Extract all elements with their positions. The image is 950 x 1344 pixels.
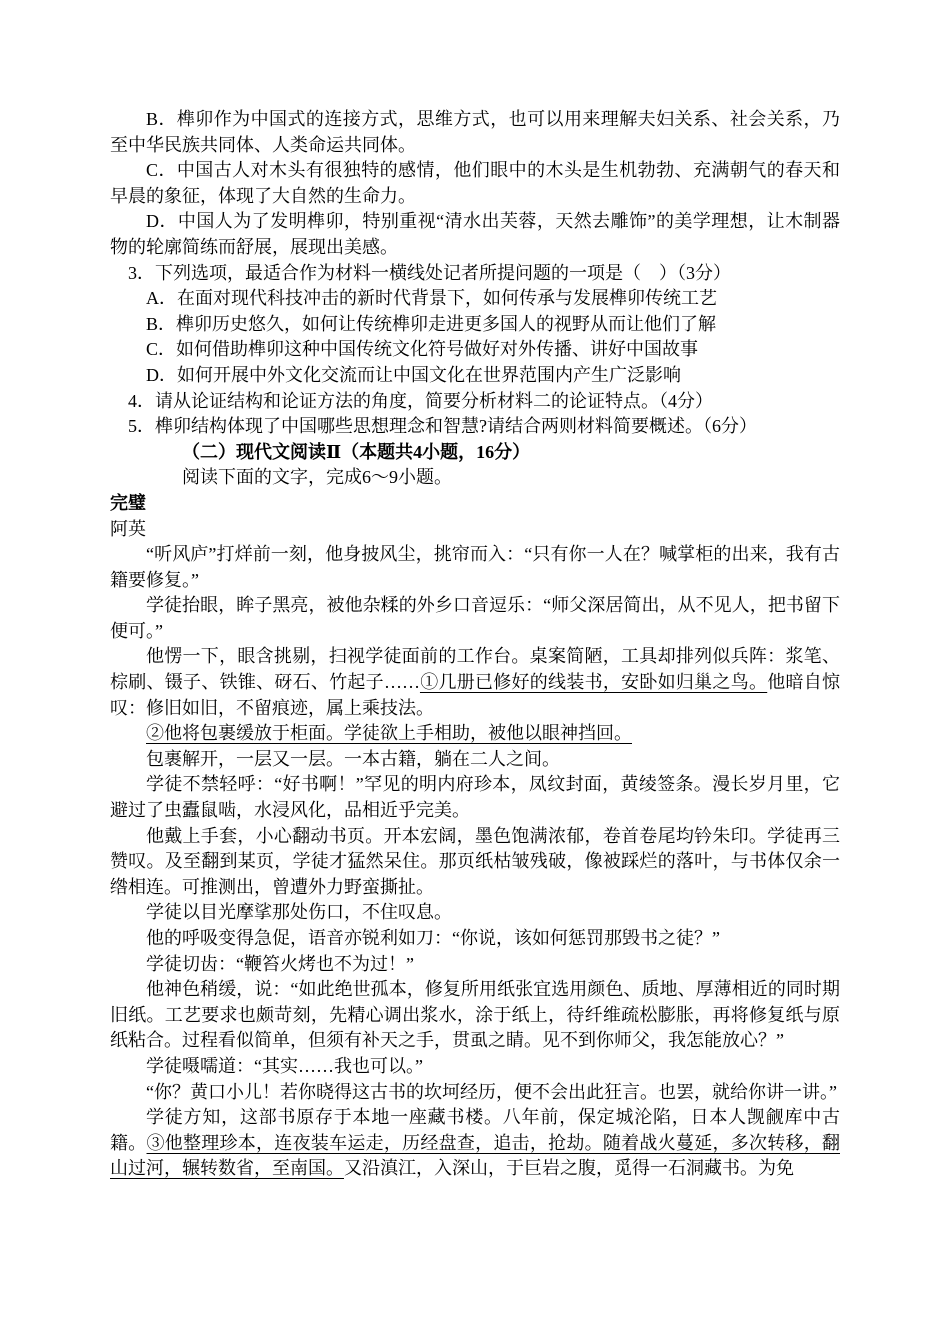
text-run: 学徒抬眼，眸子黑亮，被他杂糅的外乡口音逗乐：“师父深居简出，从不见人，把书留下便可。” xyxy=(110,595,840,641)
text-run: 阿英 xyxy=(110,518,146,539)
text-run: “听风庐”打烊前一刻，他身披风尘，挑帘而入：“只有你一人在？喊掌柜的出来，我有古籍要修复。” xyxy=(110,544,840,590)
text-run: 完璧 xyxy=(110,492,146,513)
q3-option-a xyxy=(110,286,840,312)
text-run: B．榫卯作为中国式的连接方式，思维方式，也可以用来理解夫妇关系、社会关系，乃至中华民族共同体、人类命运共同体。 xyxy=(110,109,840,155)
story-p11 xyxy=(110,977,840,1054)
underlined-text: ②他将包裹缓放于柜面。学徒欲上手相助，被他以眼神挡回。 xyxy=(146,723,632,744)
text-run: C．中国古人对木头有很独特的感情，他们眼中的木头是生机勃勃、充满朝气的春天和早晨的象征，体现了大自然的生命力。 xyxy=(110,160,840,206)
story-p7 xyxy=(110,824,840,901)
text-run: A．在面对现代科技冲击的新时代背景下，如何传承与发展榫卯传统工艺 xyxy=(146,288,717,309)
story-p10 xyxy=(110,952,840,978)
text-run: 他暗自惊叹：修旧如旧，不留痕迹，属上乘技法。 xyxy=(110,672,841,718)
story-p14 xyxy=(110,1105,840,1182)
text-run: 学徒以目光摩挲那处伤口，不住叹息。 xyxy=(146,902,452,923)
story-title xyxy=(110,491,840,517)
story-p13 xyxy=(110,1080,840,1106)
q3-option-d xyxy=(110,363,840,389)
text-run: 又沿滇江，入深山，于巨岩之腹，觅得一石洞藏书。为免 xyxy=(344,1158,794,1179)
underlined-text: ③他整理珍本，连夜装车运走，历经盘查，追击，抢劫。随着战火蔓延，多次转移，翻山过河，辗转数省，至南国。 xyxy=(110,1132,840,1179)
text-run: 他的呼吸变得急促，语音亦锐利如刀：“你说，该如何惩罚那毁书之徒？” xyxy=(146,928,720,948)
reading-instruction xyxy=(110,465,840,491)
text-run: 4．请从论证结构和论证方法的角度，简要分析材料二的论证特点。（4分） xyxy=(128,390,713,411)
story-author xyxy=(110,517,840,543)
text-run: 他愣一下，眼含挑剔，扫视学徒面前的工作台。桌案简陋，工具却排列似兵阵：浆笔、棕刷、镊子、铁锥、砑石、竹起子…… xyxy=(110,646,840,693)
text-run: D．如何开展中外文化交流而让中国文化在世界范围内产生广泛影响 xyxy=(146,364,681,385)
text-run: 3．下列选项，最适合作为材料一横线处记者所提问题的一项是（ ）（3分） xyxy=(128,262,731,283)
text-run: 他戴上手套，小心翻动书页。开本宏阔，墨色饱满浓郁，卷首卷尾均钤朱印。学徒再三赞叹。及至翻到某页，学徒才猛然呆住。那页纸枯皱残破，像被踩烂的落叶，与书体仅余一绺相连。可推测出，曾遭外力野蛮撕扯。 xyxy=(110,825,840,897)
choice-2c xyxy=(110,158,840,209)
text-run: 学徒不禁轻呼：“好书啊！”罕见的明内府珍本，凤纹封面，黄绫签条。漫长岁月里，它避过了虫蠹鼠啮，水浸风化，品相近乎完美。 xyxy=(110,774,840,821)
question-4 xyxy=(110,389,840,415)
section-heading xyxy=(110,440,840,466)
story-p4 xyxy=(110,721,840,747)
text-run: 学徒方知，这部书原存于本地一座藏书楼。八年前，保定城沦陷，日本人觊觎库中古籍。 xyxy=(110,1107,840,1153)
text-run: C．如何借助榫卯这种中国传统文化符号做好对外传播、讲好中国故事 xyxy=(146,339,699,360)
story-p2 xyxy=(110,593,840,644)
text-run: D．中国人为了发明榫卯，特别重视“清水出芙蓉，天然去雕饰”的美学理想，让木制器物的轮廓简练而舒展，展现出美感。 xyxy=(110,211,840,257)
story-p8 xyxy=(110,900,840,926)
story-p12 xyxy=(110,1054,840,1080)
choice-2b xyxy=(110,107,840,158)
underlined-text: ①几册已修好的线装书，安卧如归巢之鸟。 xyxy=(419,672,768,693)
text-run: 阅读下面的文字，完成6～9小题。 xyxy=(182,467,452,488)
text-run: 学徒嗫嚅道：“其实……我也可以。” xyxy=(146,1055,423,1076)
question-5 xyxy=(110,414,840,440)
text-run: 他神色稍缓，说：“如此绝世孤本，修复所用纸张宜选用颜色、质地、厚薄相近的同时期旧纸。工艺要求也颇苛刻，先精心调出浆水，涂于纸上，待纤维疏松膨胀，再将修复纸与原纸粘合。过程看似简单，但须有补天之手，贯虱之睛。见不到你师父，我怎能放心？” xyxy=(110,979,840,1051)
story-p9 xyxy=(110,926,840,952)
question-3 xyxy=(110,261,840,287)
text-run: 5．榫卯结构体现了中国哪些思想理念和智慧?请结合两则材料简要概述。（6分） xyxy=(128,416,757,437)
choice-2d xyxy=(110,209,840,260)
text-run: （二）现代文阅读Ⅱ（本题共4小题，16分） xyxy=(182,441,531,462)
text-run: B．榫卯历史悠久，如何让传统榫卯走进更多国人的视野从而让他们了解 xyxy=(146,313,717,334)
story-p1 xyxy=(110,542,840,593)
text-run: 包裹解开，一层又一层。一本古籍，躺在二人之间。 xyxy=(146,748,560,769)
story-p3 xyxy=(110,644,840,721)
text-run: “你？黄口小儿！若你晓得这古书的坎坷经历，便不会出此狂言。也罢，就给你讲一讲。” xyxy=(146,1081,837,1102)
story-p5 xyxy=(110,747,840,773)
q3-option-c xyxy=(110,337,840,363)
document-page xyxy=(110,107,840,1182)
q3-option-b xyxy=(110,312,840,338)
text-run: 学徒切齿：“鞭笞火烤也不为过！” xyxy=(146,953,414,974)
story-p6 xyxy=(110,772,840,823)
